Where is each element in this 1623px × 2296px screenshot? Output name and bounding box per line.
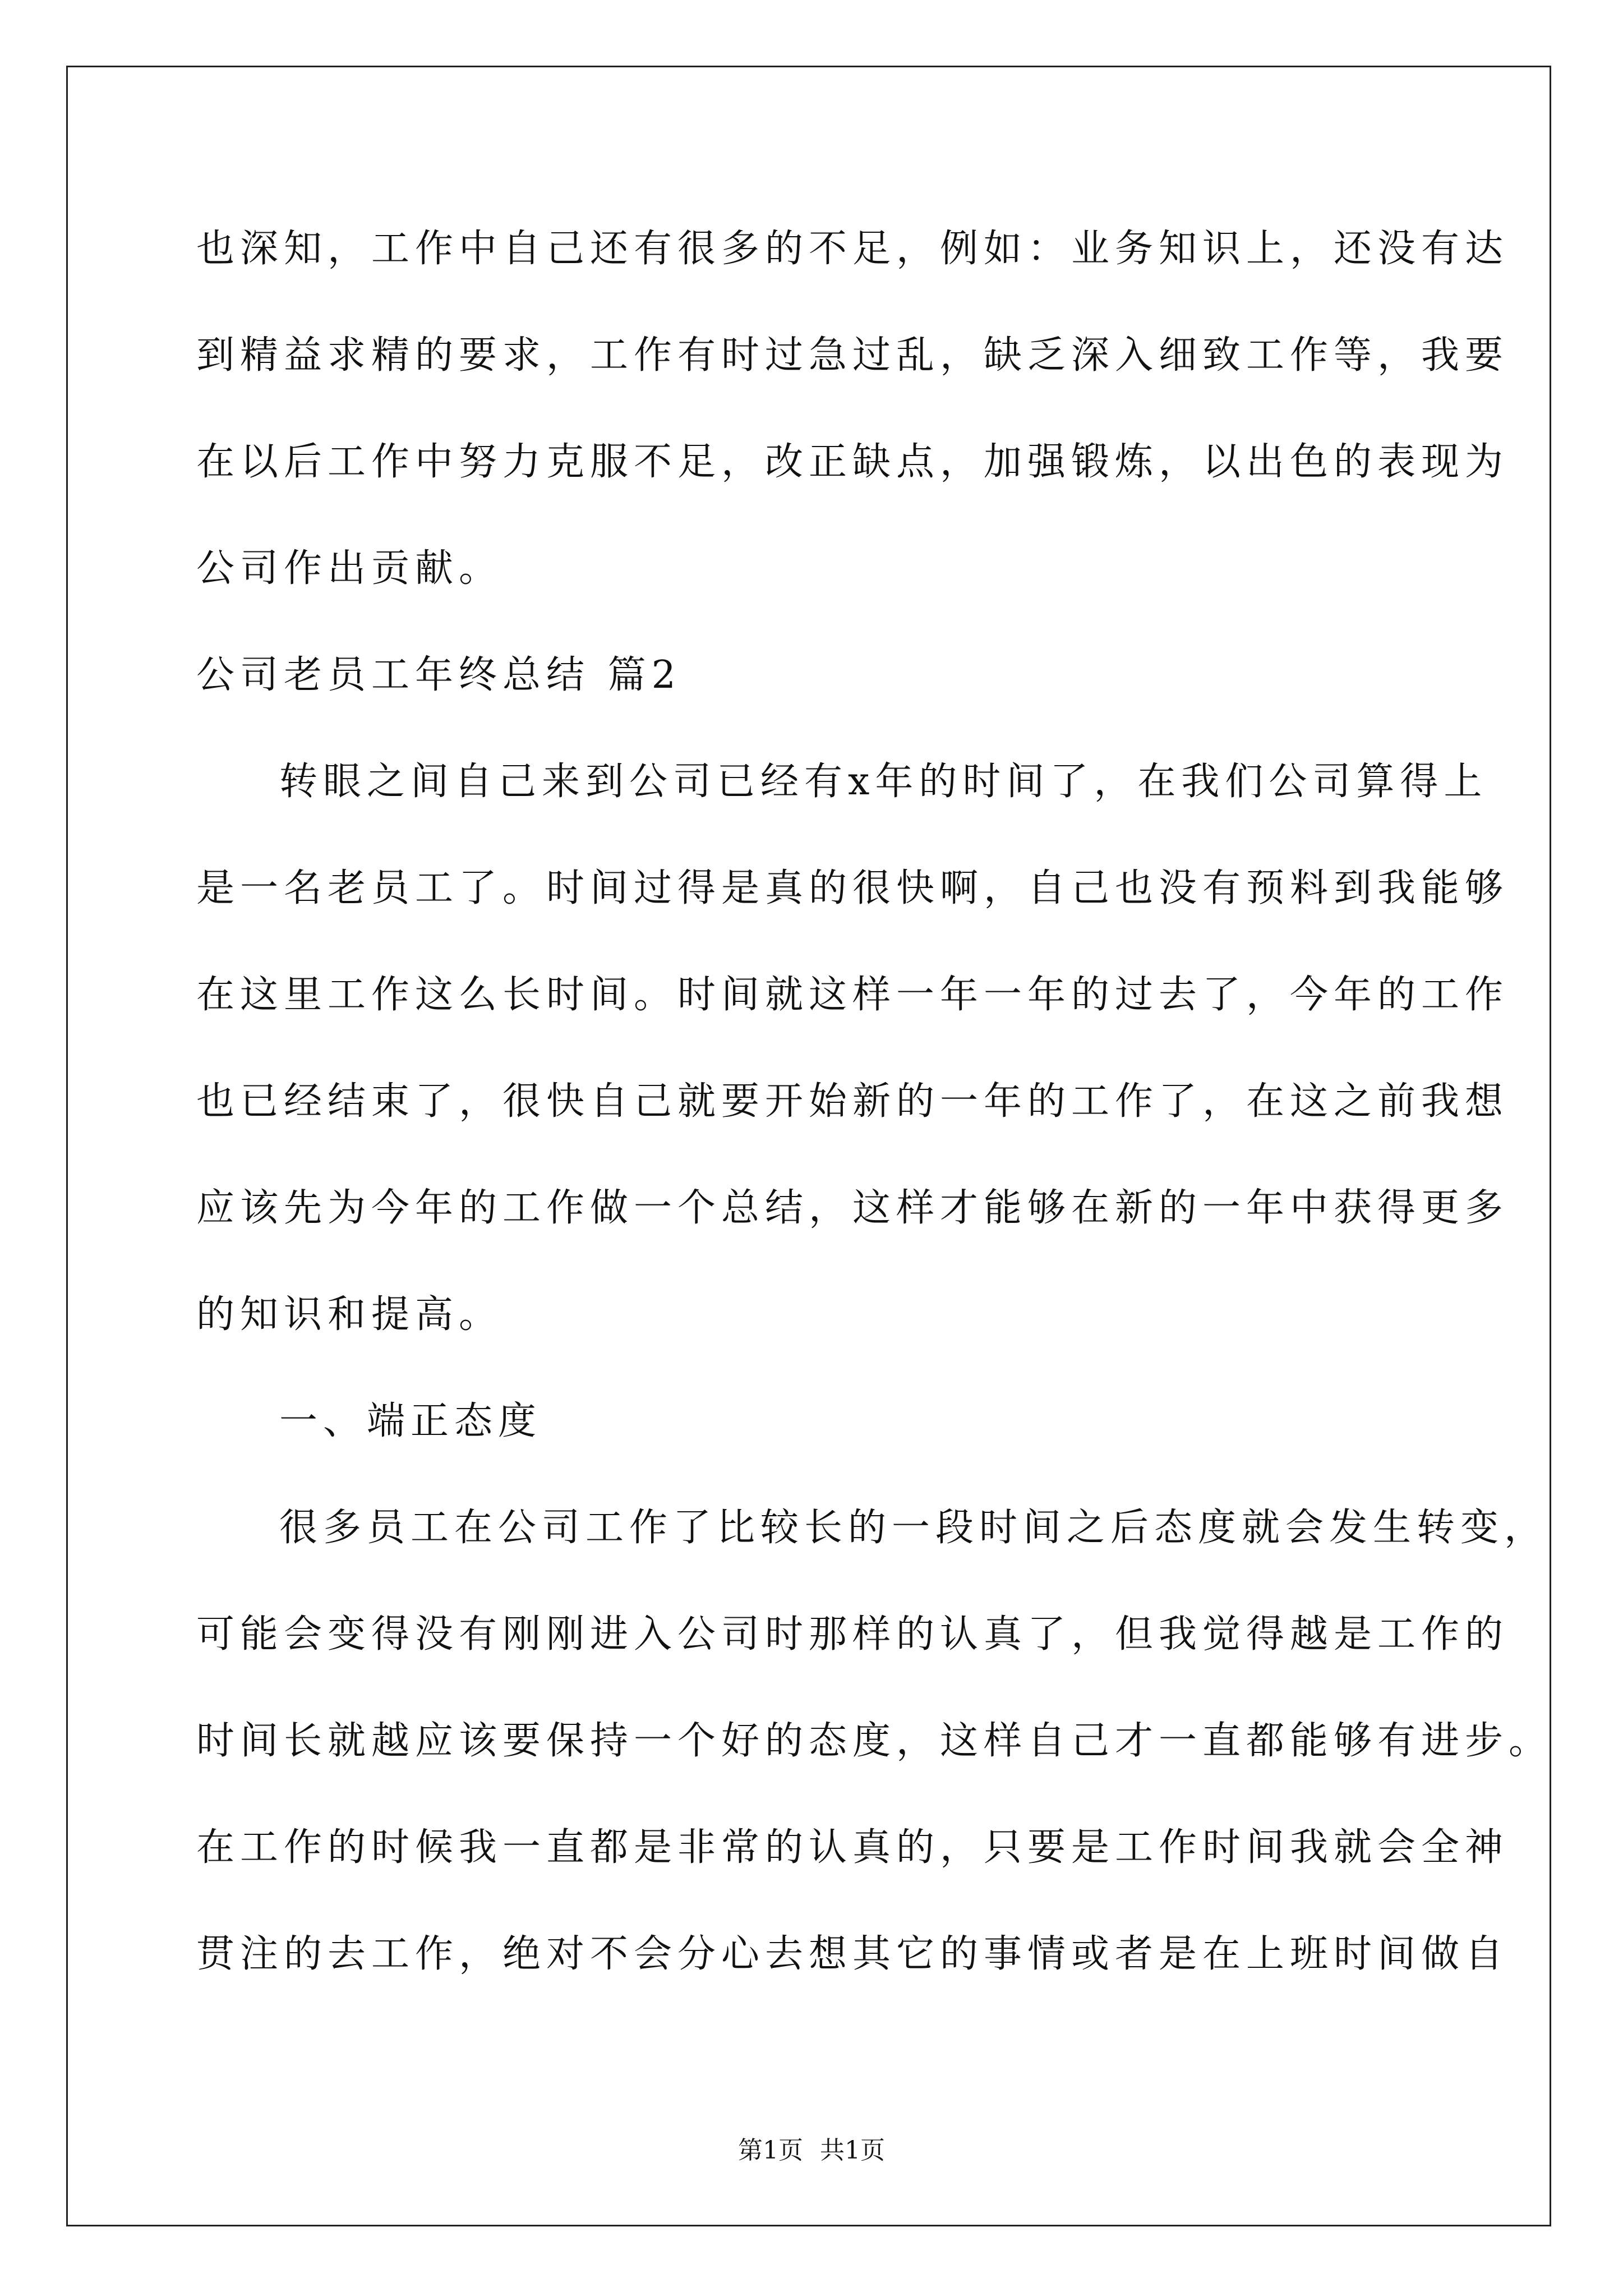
text-line: 是一名老员工了。时间过得是真的很快啊，自己也没有预料到我能够 xyxy=(196,866,1509,910)
section-heading: 公司老员工年终总结 篇2 xyxy=(196,653,681,697)
text-line: 到精益求精的要求，工作有时过急过乱，缺乏深入细致工作等，我要 xyxy=(196,333,1509,378)
page-border xyxy=(66,66,1551,2226)
text-line: 在工作的时候我一直都是非常的认真的，只要是工作时间我就会全神 xyxy=(196,1825,1509,1870)
text-line: 很多员工在公司工作了比较长的一段时间之后态度就会发生转变， xyxy=(279,1506,1548,1550)
text-line: 贯注的去工作，绝对不会分心去想其它的事情或者是在上班时间做自 xyxy=(196,1932,1509,1976)
text-line: 的知识和提高。 xyxy=(196,1292,503,1337)
text-line: 在这里工作这么长时间。时间就这样一年一年的过去了，今年的工作 xyxy=(196,973,1509,1017)
page-footer: 第1页 共1页 xyxy=(738,2136,885,2165)
text-line: 在以后工作中努力克服不足，改正缺点，加强锻炼，以出色的表现为 xyxy=(196,440,1509,484)
text-line: 应该先为今年的工作做一个总结，这样才能够在新的一年中获得更多 xyxy=(196,1186,1509,1230)
text-line: 可能会变得没有刚刚进入公司时那样的认真了，但我觉得越是工作的 xyxy=(196,1612,1509,1657)
text-line: 转眼之间自己来到公司已经有x年的时间了，在我们公司算得上 xyxy=(279,760,1488,804)
text-line: 也已经结束了，很快自己就要开始新的一年的工作了，在这之前我想 xyxy=(196,1079,1509,1124)
text-line: 时间长就越应该要保持一个好的态度，这样自己才一直都能够有进步。 xyxy=(196,1719,1553,1763)
text-line: 也深知，工作中自己还有很多的不足，例如：业务知识上，还没有达 xyxy=(196,227,1509,271)
text-line: 公司作出贡献。 xyxy=(196,546,503,591)
subsection-heading: 一、端正态度 xyxy=(279,1399,542,1443)
